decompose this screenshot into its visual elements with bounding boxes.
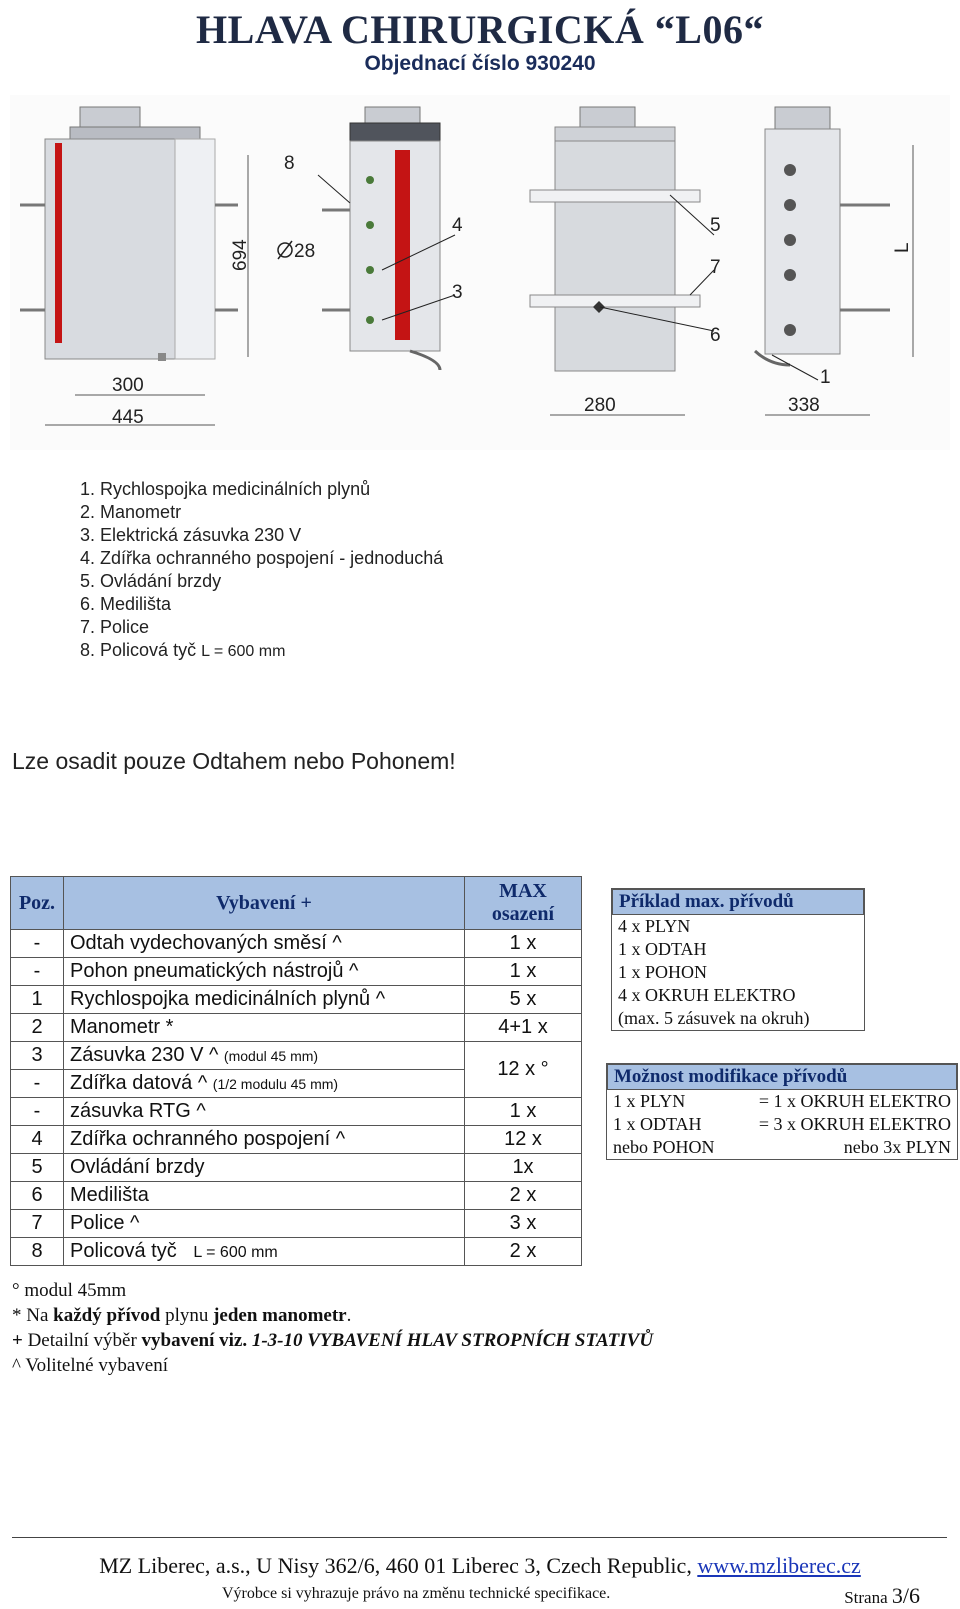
header-pos: Poz. [11,877,64,930]
header-max: MAX osazení [465,877,582,930]
label-445: 445 [112,407,144,428]
example-box-title: Příklad max. přívodů [612,889,864,915]
footnotes [12,1278,653,1378]
table-row: 3 Zásuvka 230 V ^ (modul 45 mm) 12 x ° [11,1042,582,1070]
table-row: 5 Ovládání brzdy 1x [11,1154,582,1182]
table-row: 8 Policová tyč L = 600 mm 2 x [11,1238,582,1266]
list-item: 7. Police [80,617,150,637]
table-row: - zásuvka RTG ^ 1 x [11,1098,582,1126]
list-item: 2. Manometr [80,502,182,522]
label-300: 300 [112,375,144,396]
side-view-drawing [318,107,455,370]
modification-box-title: Možnost modifikace přívodů [607,1064,957,1090]
label-7: 7 [710,257,721,278]
list-item: 3. Elektrická zásuvka 230 V [80,525,302,545]
label-4: 4 [452,215,463,236]
technical-drawing [10,95,950,450]
mounting-note: Lze osadit pouze Odtahem nebo Pohonem! [12,748,456,774]
diameter-icon [278,241,292,259]
list-item: 4. Zdířka ochranného pospojení - jednoduchá [80,548,444,568]
label-5: 5 [710,215,721,236]
label-8: 8 [284,153,295,174]
modification-line: nebo POHON nebo 3x PLYN [613,1137,951,1157]
example-line: 4 x OKRUH ELEKTRO [618,985,796,1005]
example-line: 4 x PLYN [618,916,691,936]
table-row: - Odtah vydechovaných směsí ^ 1 x [11,930,582,958]
label-3: 3 [452,282,463,303]
supply-modification-box [606,1063,958,1160]
footnote-degree: ° modul 45mm [12,1280,127,1301]
header-equipment: Vybavení + [64,877,465,930]
back-view-drawing [530,107,714,415]
table-row: - Pohon pneumatických nástrojů ^ 1 x [11,958,582,986]
label-280: 280 [584,395,616,416]
footer-company: MZ Liberec, a.s., U Nisy 362/6, 460 01 Liberec 3, Czech Republic, www.mzliberec.cz [99,1553,861,1578]
label-694: 694 [230,239,251,271]
list-item: 1. Rychlospojka medicinálních plynů [80,479,371,499]
table-row: 1 Rychlospojka medicinálních plynů ^ 5 x [11,986,582,1014]
table-row: 6 Medilišta 2 x [11,1182,582,1210]
table-row: 7 Police ^ 3 x [11,1210,582,1238]
table-row: 4 Zdířka ochranného pospojení ^ 12 x [11,1126,582,1154]
label-1: 1 [820,367,831,388]
example-line: 1 x POHON [618,962,708,982]
label-6: 6 [710,325,721,346]
footnote-plus: + Detailní výběr vybavení viz. 1-3-10 VYBAVENÍ HLAV STROPNÍCH STATIVŮ [12,1330,654,1351]
equipment-table [10,876,582,1266]
label-338: 338 [788,395,820,416]
label-28: 28 [294,241,316,262]
table-row: 2 Manometr * 4+1 x [11,1014,582,1042]
page-number: Strana 3/6 [844,1583,920,1608]
list-item: 6. Medilišta [80,594,172,614]
list-item: 8. Policová tyč L = 600 mm [80,640,286,660]
list-item: 5. Ovládání brzdy [80,571,222,591]
order-number: Objednací číslo 930240 [364,52,596,75]
example-line: (max. 5 zásuvek na okruh) [618,1008,810,1028]
max-supply-example-box [611,888,865,1031]
parts-list [80,478,443,663]
website-link[interactable]: www.mzliberec.cz [697,1553,861,1578]
example-line: 1 x ODTAH [618,939,707,959]
footnote-caret: ^ Volitelné vybavení [12,1355,168,1376]
modification-line: 1 x ODTAH = 3 x OKRUH ELEKTRO [613,1114,951,1134]
page-title: HLAVA CHIRURGICKÁ “L06“ [196,7,764,52]
label-L: L [892,242,913,253]
footer-divider [12,1537,947,1538]
footer-disclaimer: Výrobce si vyhrazuje právo na změnu technické specifikace. [222,1585,611,1602]
right-view-drawing [755,107,913,415]
modification-line: 1 x PLYN = 1 x OKRUH ELEKTRO [613,1091,951,1111]
footnote-star: * Na každý přívod plynu jeden manometr. [12,1305,352,1326]
table-row: - Zdířka datová ^ (1/2 modulu 45 mm) [11,1070,582,1098]
table-header-row [11,877,582,930]
